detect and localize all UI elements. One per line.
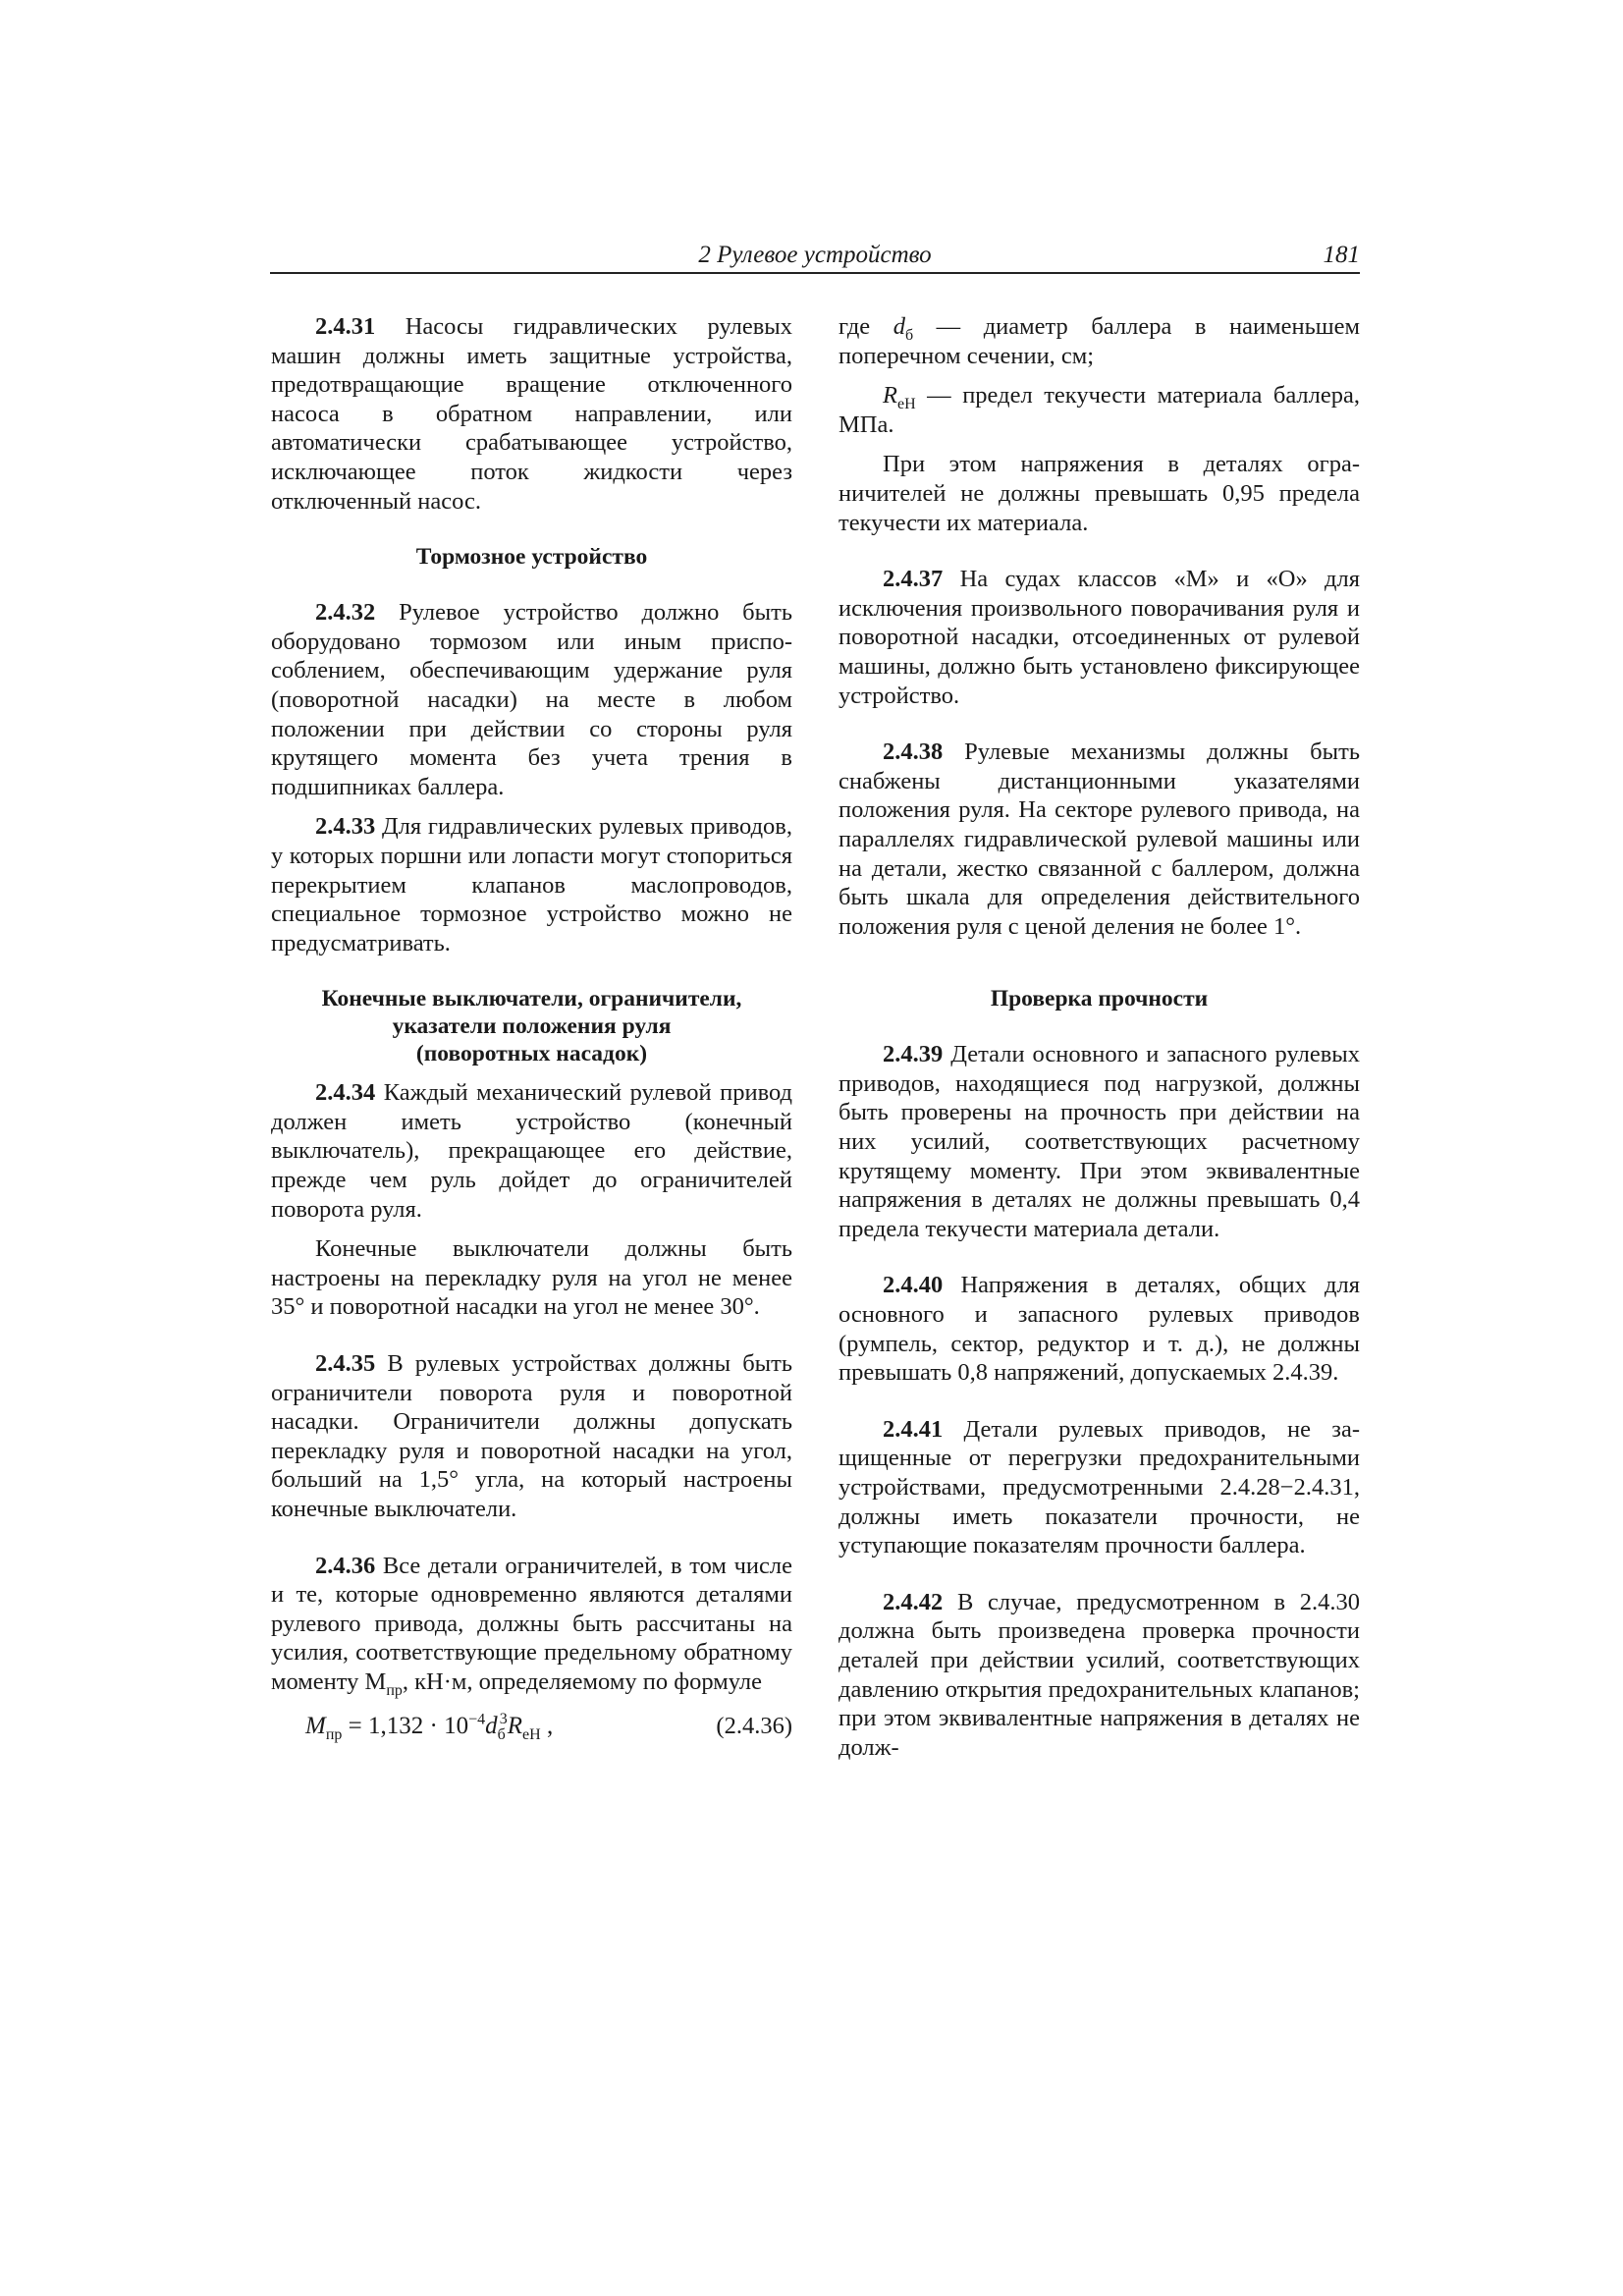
formula-var-m: M [305, 1712, 326, 1739]
paragraph-2-4-35 [271, 1349, 792, 1524]
formula-number: (2.4.36) [716, 1712, 792, 1739]
clause-text: В случае, предусмотренном в 2.4.30 должна быть произведена проверка прочности деталей при действии усилий, соответствующих давлению открытия предохранительных клапанов; при этом эквивалентные напряжения в деталях не долж- [839, 1588, 1360, 1761]
section-heading-limits [271, 985, 792, 1067]
paragraph-2-4-41 [839, 1415, 1360, 1560]
clause-number: 2.4.40 [883, 1272, 944, 1299]
paragraph-2-4-37 [839, 565, 1360, 710]
clause-text: На судах классов «М» и «О» для исключения произвольного поворачивания руля и поворотной насадки, отсоединенных от рулевой машины, должно быть установлено фиксирующее устройство. [839, 566, 1360, 709]
paragraph-2-4-31 [271, 312, 792, 516]
symbol-d: d [893, 313, 905, 340]
clause-text: Все детали ограничителей, в том числе и те, которые одновременно являются деталями рулевого привода, должны быть рассчитаны на усилия, соответствующие предельному обратному моменту [271, 1552, 792, 1695]
clause-text: Для гидравлических рулевых приводов, у которых поршни или лопасти могут стопориться перекрытием клапанов маслопроводов, специальное тормозное устройство можно не предусматривать. [271, 813, 792, 957]
clause-number: 2.4.34 [315, 1079, 376, 1107]
formula-exponent: −4 [468, 1711, 486, 1728]
clause-number: 2.4.42 [883, 1588, 944, 1615]
paragraph-2-4-34 [271, 1078, 792, 1224]
clause-number: 2.4.37 [883, 566, 944, 593]
paragraph-2-4-38 [839, 738, 1360, 941]
left-column [271, 312, 792, 1744]
clause-number: 2.4.41 [883, 1415, 944, 1443]
section-heading-brake: Тормозное устройство [415, 544, 648, 571]
formula-sub: б [497, 1725, 506, 1743]
formula-sub: еН [522, 1725, 541, 1743]
moment-subscript: пр [386, 1681, 403, 1699]
moment-symbol: М [364, 1667, 387, 1695]
paragraph-2-4-39 [839, 1040, 1360, 1243]
clause-number: 2.4.32 [315, 599, 376, 627]
formula-sub: пр [325, 1725, 343, 1743]
formula-var-d: d [485, 1712, 498, 1739]
clause-text: Каждый механический рулевой привод должен иметь устройство (конечный выключатель), прекращающее его действие, прежде чем руль дойдет до ограничителей поворота руля. [271, 1079, 792, 1223]
formula-2-4-36 [271, 1711, 792, 1744]
paragraph-stress: При этом напряжения в деталях ограничителей не должны превышать 0,95 предела текучести их материала. [839, 451, 1360, 536]
formula-exponent: 3 [499, 1711, 508, 1728]
symbol-sub: еН [896, 396, 916, 413]
clause-text: Напряжения в деталях, общих для основного и запасного рулевых приводов (румпель, сектор, редуктор и т. д.), не должны превышать 0,8 напряжений, допускаемых 2.4.39. [839, 1272, 1360, 1387]
running-header [270, 241, 1360, 274]
symbol-r: R [883, 382, 897, 410]
clause-text: Насосы гидравлических рулевых машин должны иметь защитные устройства, предотвращающие вращение отключенного насоса в обратном направлении, или автоматически срабатывающее устройство, исключающее поток жидкости через отключенный насос. [271, 313, 792, 515]
clause-number: 2.4.35 [315, 1350, 376, 1378]
paragraph-2-4-32 [271, 598, 792, 801]
paragraph-2-4-40 [839, 1271, 1360, 1387]
heading-line: (поворотных насадок) [415, 1041, 648, 1067]
text: — диаметр баллера в наименьшем поперечном сечении, см; [839, 313, 1360, 369]
right-column [839, 312, 1360, 1762]
paragraph-2-4-34-cont: Конечные выключатели должны быть настроены на перекладку руля на угол не менее 35° и поворотной насадки на угол не менее 30°. [271, 1235, 792, 1321]
heading-line: Конечные выключатели, ограничители, [321, 986, 742, 1012]
formula-var-r: R [507, 1712, 523, 1739]
formula-end: , [540, 1712, 554, 1739]
clause-text-tail: , кН·м, определяемому по формуле [402, 1667, 762, 1695]
section-heading-strength: Проверка прочности [990, 986, 1209, 1012]
clause-number: 2.4.31 [315, 313, 376, 340]
paragraph-2-4-33 [271, 812, 792, 957]
formula-constant: = 1,132 · 10 [342, 1712, 469, 1739]
clause-number: 2.4.39 [883, 1041, 944, 1068]
clause-text: Рулевое устройство должно быть оборудовано тормозом или иным приспособлением, обеспечивающим удержание руля (поворотной насадки) на месте в любом положении при действии со стороны руля крутящего момента без учета трения в подшипниках баллера. [271, 599, 792, 800]
clause-text: Детали основного и запасного рулевых приводов, находящиеся под нагрузкой, должны быть проверены на прочность при действии на них усилий, соответствующих расчетному крутящему моменту. При этом эквивалентные напряжения в деталях не должны превышать 0,4 предела текучести материала детали. [839, 1041, 1360, 1242]
clause-text: Детали рулевых приводов, не защищенные от перегрузки предохранительными устройствами, предусмотренными 2.4.28−2.4.31, должны иметь показатели прочности, не уступающие показателям прочности баллера. [839, 1415, 1360, 1559]
formula-expression [305, 1711, 553, 1742]
heading-line: указатели положения руля [392, 1013, 672, 1040]
clause-number: 2.4.36 [315, 1552, 376, 1579]
symbol-sub: б [904, 326, 914, 344]
paragraph-2-4-42 [839, 1588, 1360, 1763]
paragraph-2-4-36 [271, 1552, 792, 1697]
chapter-title: 2 Рулевое устройство [698, 242, 932, 268]
clause-text: Рулевые механизмы должны быть снабжены дистанционными указателями положения руля. На секторе рулевого привода, на параллелях гидравлической рулевой машины или на детали, жестко связанной с баллером, должна быть шкала для определения действительного положения руля с ценой деления не более 1°. [839, 738, 1360, 940]
clause-number: 2.4.38 [883, 738, 944, 766]
page-number: 181 [1323, 242, 1360, 268]
paragraph-where-d [839, 312, 1360, 370]
text: где [839, 313, 893, 340]
clause-number: 2.4.33 [315, 813, 376, 841]
paragraph-where-r [839, 381, 1360, 439]
text: — предел текучести материала баллера, МПа. [839, 382, 1360, 438]
clause-text: В рулевых устройствах должны быть ограничители поворота руля и поворотной насадки. Ограничители должны допускать перекладку руля и поворотной насадки на угол, больший на 1,5° угла, на который настроены конечные выключатели. [271, 1350, 792, 1522]
